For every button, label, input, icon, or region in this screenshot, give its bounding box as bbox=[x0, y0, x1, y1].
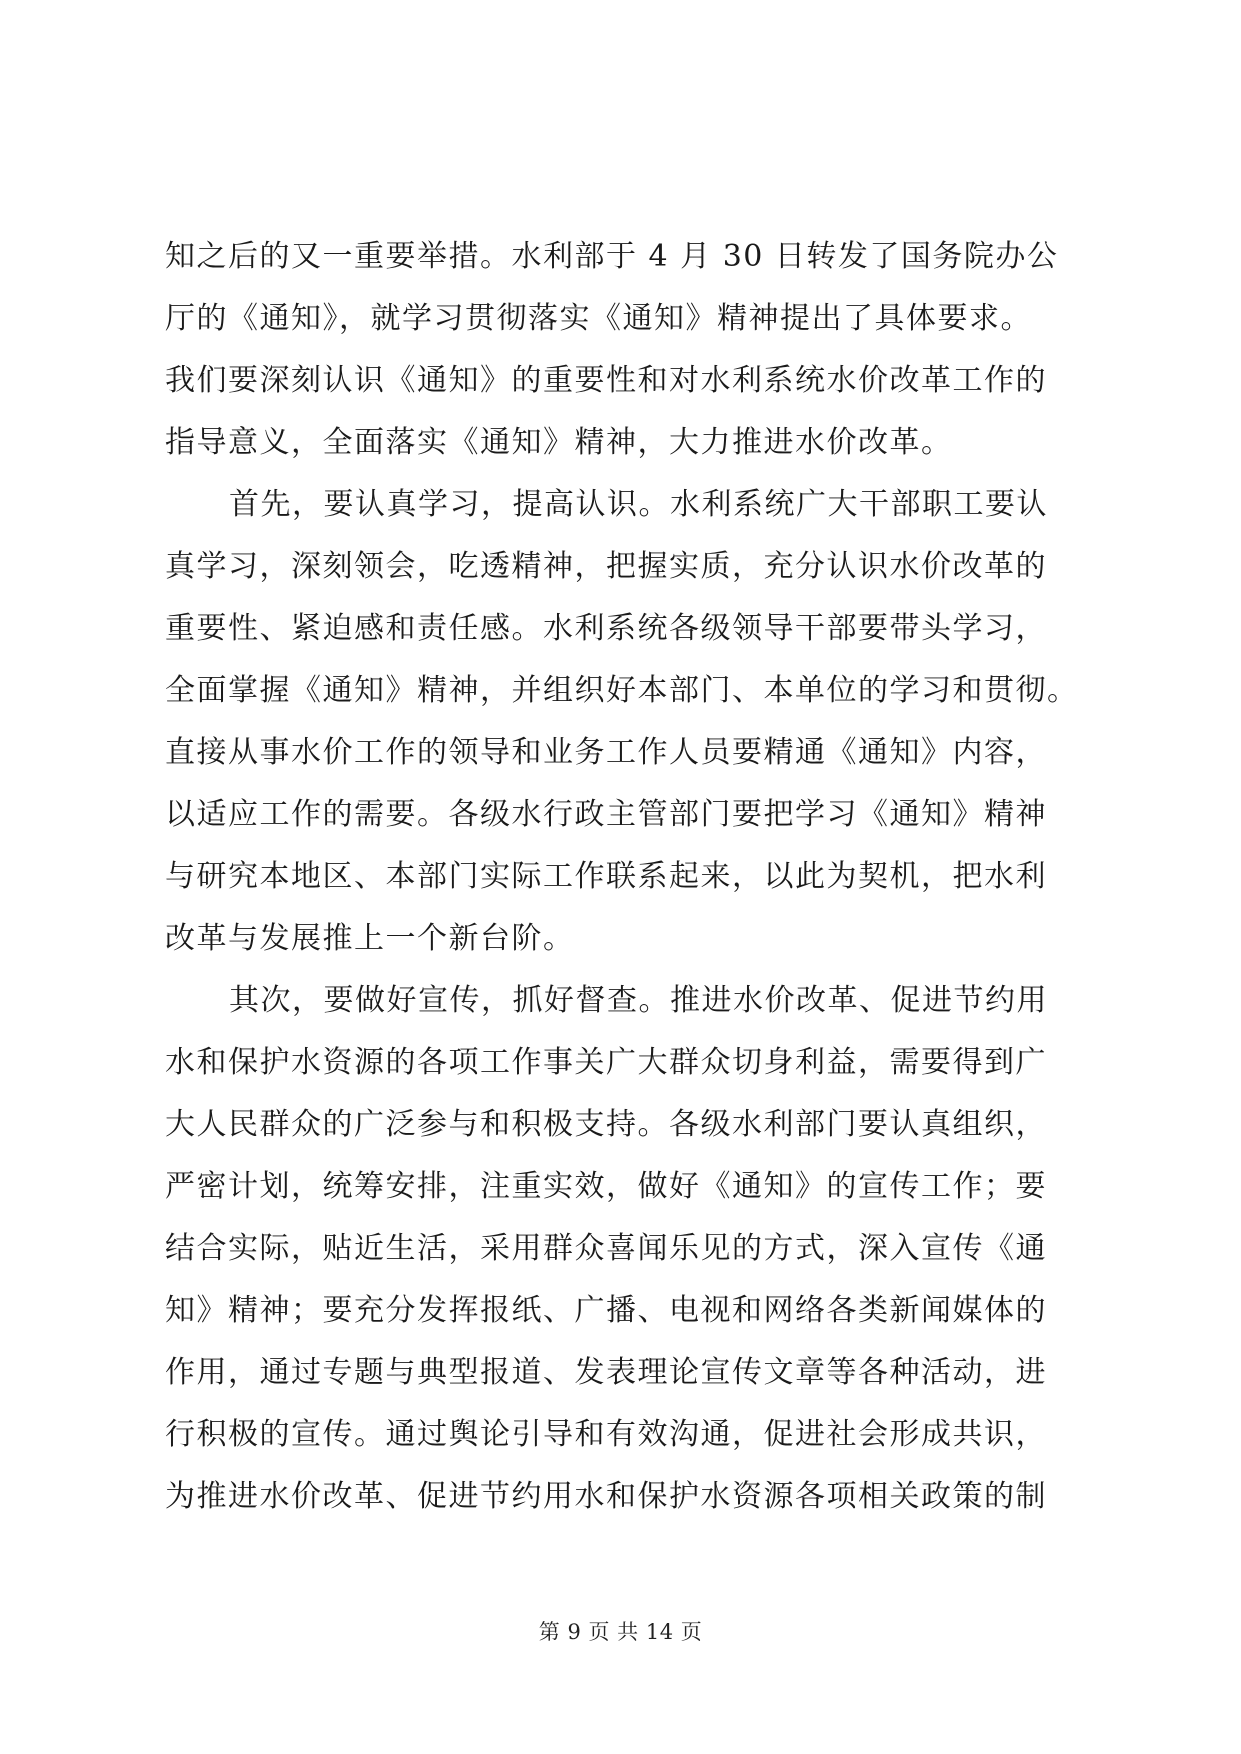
text-line: 水和保护水资源的各项工作事关广大群众切身利益，需要得到广 bbox=[165, 1045, 1047, 1080]
text-line: 行积极的宣传。通过舆论引导和有效沟通，促进社会形成共识， bbox=[165, 1417, 1047, 1452]
text-line: 结合实际，贴近生活，采用群众喜闻乐见的方式，深入宣传《通 bbox=[165, 1231, 1047, 1266]
text-line: 大人民群众的广泛参与和积极支持。各级水利部门要认真组织， bbox=[165, 1107, 1047, 1142]
text-line: 真学习，深刻领会，吃透精神，把握实质，充分认识水价改革的 bbox=[165, 549, 1047, 584]
text-line: 直接从事水价工作的领导和业务工作人员要精通《通知》内容， bbox=[165, 735, 1047, 770]
document-body bbox=[165, 226, 1087, 1528]
text-line: 知之后的又一重要举措。水利部于 4 月 30 日转发了国务院办公 bbox=[165, 239, 1059, 274]
text-line: 作用，通过专题与典型报道、发表理论宣传文章等各种活动，进 bbox=[165, 1355, 1047, 1390]
text-line: 指导意义，全面落实《通知》精神，大力推进水价改革。 bbox=[165, 425, 953, 460]
page-number-footer: 第 9 页 共 14 页 bbox=[538, 1620, 703, 1644]
paragraph-start-line: 首先，要认真学习，提高认识。水利系统广大干部职工要认 bbox=[229, 487, 1048, 522]
text-line: 严密计划，统筹安排，注重实效，做好《通知》的宣传工作；要 bbox=[165, 1169, 1047, 1204]
text-line: 以适应工作的需要。各级水行政主管部门要把学习《通知》精神 bbox=[165, 797, 1047, 832]
text-line: 重要性、紧迫感和责任感。水利系统各级领导干部要带头学习， bbox=[165, 611, 1047, 646]
text-line: 与研究本地区、本部门实际工作联系起来，以此为契机，把水利 bbox=[165, 859, 1047, 894]
text-line: 厅的《通知》，就学习贯彻落实《通知》精神提出了具体要求。 bbox=[165, 301, 1032, 336]
text-line: 为推进水价改革、促进节约用水和保护水资源各项相关政策的制 bbox=[165, 1479, 1047, 1514]
text-line: 我们要深刻认识《通知》的重要性和对水利系统水价改革工作的 bbox=[165, 363, 1047, 398]
text-line: 全面掌握《通知》精神，并组织好本部门、本单位的学习和贯彻。 bbox=[165, 673, 1079, 708]
paragraph-start-line: 其次，要做好宣传，抓好督查。推进水价改革、促进节约用 bbox=[229, 983, 1048, 1018]
text-line: 知》精神；要充分发挥报纸、广播、电视和网络各类新闻媒体的 bbox=[165, 1293, 1047, 1328]
text-line: 改革与发展推上一个新台阶。 bbox=[165, 921, 575, 956]
